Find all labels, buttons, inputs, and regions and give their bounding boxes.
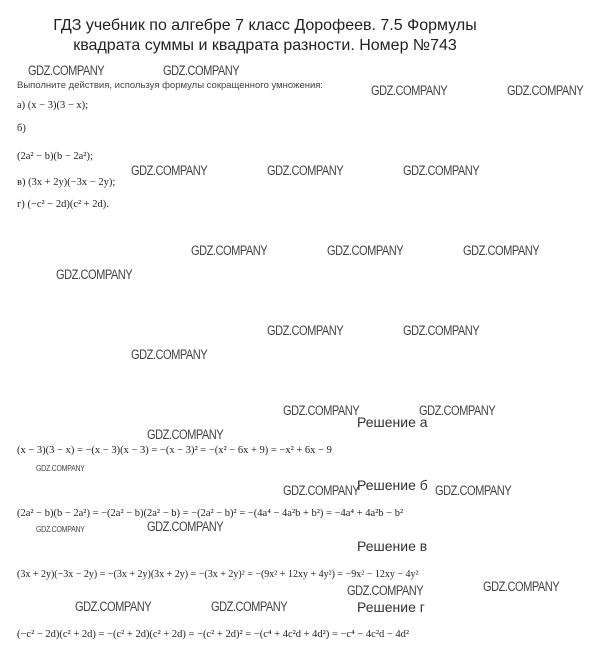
title-line-1: ГДЗ учебник по алгебре 7 класс Дорофеев. 7.5 Формулы bbox=[53, 17, 477, 34]
watermark: GDZ.COMPANY bbox=[191, 243, 268, 258]
solution-b-expr: (2a² − b)(b − 2a²) = −(2a² − b)(2a² − b) = −(2a² − b)² = −(4a⁴ − 4a²b + b²) = −4a⁴ + 4a²b − b² bbox=[17, 508, 404, 519]
watermark: GDZ.COMPANY bbox=[36, 524, 85, 534]
solution-a-expr: (x − 3)(3 − x) = −(x − 3)(x − 3) = −(x − 3)² = −(x² − 6x + 9) = −x² + 6x − 9 bbox=[17, 445, 332, 456]
task-instruction: Выполните действия, используя формулы сокращенного умножения: bbox=[17, 80, 324, 91]
task-a bbox=[17, 100, 88, 111]
watermark: GDZ.COMPANY bbox=[463, 243, 540, 258]
watermark: GDZ.COMPANY bbox=[131, 347, 208, 362]
title-line-2: квадрата суммы и квадрата разности. Номер №743 bbox=[73, 37, 457, 54]
task-a-expr: (x − 3)(3 − x); bbox=[27, 100, 89, 111]
task-d-label: г) bbox=[17, 199, 25, 210]
watermark: GDZ.COMPANY bbox=[28, 63, 105, 78]
task-b-label: б) bbox=[17, 123, 26, 134]
solution-b-title: Решение б bbox=[357, 477, 428, 493]
watermark: GDZ.COMPANY bbox=[131, 163, 208, 178]
watermark: GDZ.COMPANY bbox=[347, 583, 424, 598]
watermark: GDZ.COMPANY bbox=[403, 323, 480, 338]
solution-d-expr: (−c² − 2d)(c² + 2d) = −(c² + 2d)(c² + 2d) = −(c² + 2d)² = −(c⁴ + 4c²d + 4d²) = −c⁴ − 4c²d − 4d² bbox=[17, 629, 410, 640]
solution-c-title: Решение в bbox=[357, 538, 428, 554]
watermark: GDZ.COMPANY bbox=[419, 403, 496, 418]
task-a-label: а) bbox=[17, 100, 26, 111]
watermark: GDZ.COMPANY bbox=[483, 579, 560, 594]
watermark: GDZ.COMPANY bbox=[507, 83, 584, 98]
watermark: GDZ.COMPANY bbox=[283, 403, 360, 418]
watermark: GDZ.COMPANY bbox=[56, 267, 133, 282]
watermark: GDZ.COMPANY bbox=[147, 519, 224, 534]
task-d-expr: (−c² − 2d)(c² + 2d). bbox=[27, 199, 109, 210]
task-c-label: в) bbox=[17, 177, 26, 188]
task-d bbox=[17, 199, 109, 210]
watermark: GDZ.COMPANY bbox=[403, 163, 480, 178]
watermark: GDZ.COMPANY bbox=[435, 483, 512, 498]
page-title bbox=[0, 16, 530, 56]
watermark: GDZ.COMPANY bbox=[211, 599, 288, 614]
task-c bbox=[17, 177, 115, 188]
watermark: GDZ.COMPANY bbox=[36, 463, 85, 473]
watermark: GDZ.COMPANY bbox=[283, 483, 360, 498]
watermark: GDZ.COMPANY bbox=[75, 599, 152, 614]
solution-d-title: Решение г bbox=[357, 599, 425, 615]
watermark: GDZ.COMPANY bbox=[327, 243, 404, 258]
task-b-expr: (2a² − b)(b − 2a²); bbox=[17, 151, 93, 162]
watermark: GDZ.COMPANY bbox=[147, 427, 224, 442]
watermark: GDZ.COMPANY bbox=[267, 163, 344, 178]
task-c-expr: (3x + 2y)(−3x − 2y); bbox=[28, 177, 116, 188]
solution-a-title: Решение а bbox=[357, 414, 428, 430]
watermark: GDZ.COMPANY bbox=[371, 83, 448, 98]
solution-c-expr: (3x + 2y)(−3x − 2y) = −(3x + 2y)(3x + 2y) = −(3x + 2y)² = −(9x² + 12xy + 4y²) = −9x² − 12xy − 4y² bbox=[17, 569, 419, 580]
watermark: GDZ.COMPANY bbox=[163, 63, 240, 78]
watermark: GDZ.COMPANY bbox=[267, 323, 344, 338]
